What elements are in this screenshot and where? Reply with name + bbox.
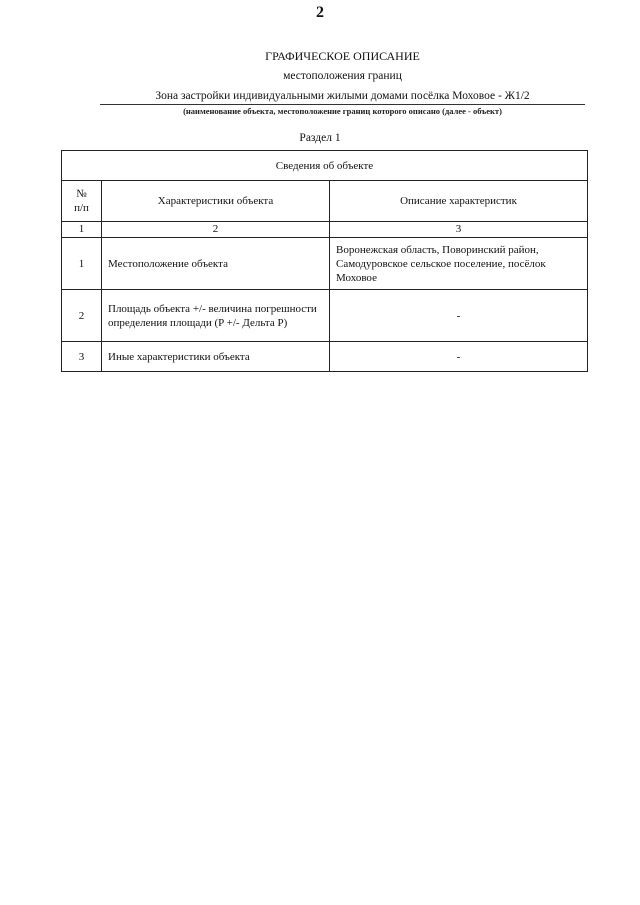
table-row	[62, 290, 588, 342]
row-num: 3	[62, 342, 102, 372]
row-characteristic: Местоположение объекта	[102, 238, 330, 290]
header-characteristic: Характеристики объекта	[102, 181, 330, 222]
object-name: Зона застройки индивидуальными жилыми домами посёлка Моховое - Ж1/2	[100, 89, 585, 105]
row-description: Воронежская область, Поворинский район, Самодуровское сельское поселение, посёлок Моховое	[330, 238, 588, 290]
table-row	[62, 238, 588, 290]
object-name-caption: (наименование объекта, местоположение границ которого описано (далее - объект)	[183, 106, 502, 116]
document-header	[100, 48, 585, 117]
column-number-row	[62, 222, 588, 238]
column-number: 2	[102, 222, 330, 238]
table-title-row	[62, 151, 588, 181]
table-row	[62, 342, 588, 372]
document-subtitle: местоположения границ	[283, 70, 402, 82]
table-title: Сведения об объекте	[62, 151, 588, 181]
page-number: 2	[316, 4, 324, 21]
row-characteristic: Площадь объекта +/- величина погрешности определения площади (P +/- Дельта P)	[102, 290, 330, 342]
column-number: 1	[62, 222, 102, 238]
row-description: -	[330, 342, 588, 372]
section-label: Раздел 1	[299, 132, 341, 144]
row-num: 1	[62, 238, 102, 290]
header-description: Описание характеристик	[330, 181, 588, 222]
column-number: 3	[330, 222, 588, 238]
row-description: -	[330, 290, 588, 342]
row-characteristic: Иные характеристики объекта	[102, 342, 330, 372]
table-header-row	[62, 181, 588, 222]
row-num: 2	[62, 290, 102, 342]
object-info-table	[61, 150, 588, 372]
document-title: ГРАФИЧЕСКОЕ ОПИСАНИЕ	[265, 49, 420, 63]
header-num: № п/п	[62, 181, 102, 222]
